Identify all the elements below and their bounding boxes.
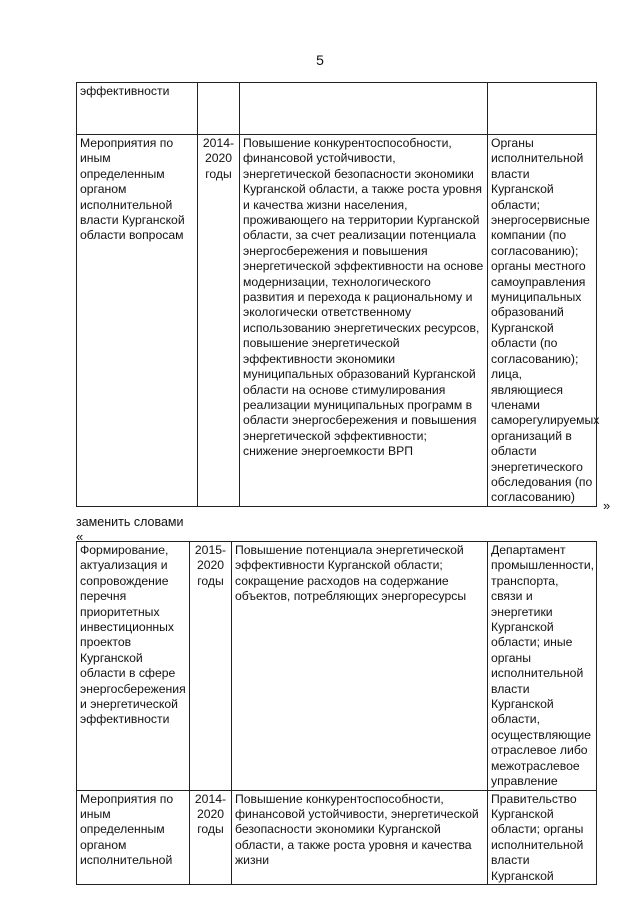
replace-instruction: заменить словами [76,515,184,529]
executors-cell: Департамент промышленности, транспорта, связи и энергетики Курганской области; иные органы исполнительной власти Курганской области, осуществляющие отраслевое либо межотраслевое управление [488,542,597,791]
goal-cell: Повышение конкурентоспособности, финансовой устойчивости, энергетической безопасности экономики Курганской области, а также роста уровня и качества жизни [232,790,488,884]
goal-cell: Повышение конкурентоспособности, финансовой устойчивости, энергетической безопасности экономики Курганской области, а также роста уровня и качества жизни населения, проживающего на территории Курганской области, за счет реализации потенциала энергосбережения и повышения энергетической эффективности на основе модернизации, технологического развития и перехода к рациональному и экологически ответственному использованию энергетических ресурсов, повышение энергетической эффективности экономики муниципальных образований Курганской области на основе стимулирования реализации муниципальных программ в области энергосбережения и повышения энергетической эффективности; снижение энергоемкости ВРП [240,135,488,507]
opening-quote: « [76,529,84,544]
table-row [77,83,597,135]
years-cell: 2014-2020 годы [190,790,232,884]
years-cell: 2015-2020 годы [190,542,232,791]
goal-cell: Повышение потенциала энергетической эффективности Курганской области; сокращение расходов на содержание объектов, потребляющих энергоресурсы [232,542,488,791]
years-cell [198,83,240,135]
measures-table-top [76,82,600,507]
executors-cell: Органы исполнительной власти Курганской области; энергосервисные компании (по согласованию); органы местного самоуправления муниципальных образований Курганской области (по согласованию); лица, являющиеся членами саморегулируемых организаций в области энергетического обследования (по согласованию) [488,135,597,507]
table-row [77,135,597,507]
measures-table-bottom [76,541,597,885]
measure-cell: Мероприятия по иным определенным органом исполнительной власти Курганской области вопросам [77,135,198,507]
executors-cell [488,83,597,135]
years-cell: 2014-2020 годы [198,135,240,507]
executors-cell: Правительство Курганской области; органы исполнительной власти Курганской [488,790,597,884]
table-row [77,542,597,791]
table-row [77,790,597,884]
page-number: 5 [316,52,324,68]
closing-quote: » [603,498,611,513]
measure-cell: Формирование, актуализация и сопровождение перечня приоритетных инвестиционных проектов Курганской области в сфере энергосбережения и энергетической эффективности [77,542,190,791]
measure-cell: эффективности [77,83,198,135]
goal-cell [240,83,488,135]
measure-cell: Мероприятия по иным определенным органом исполнительной [77,790,190,884]
